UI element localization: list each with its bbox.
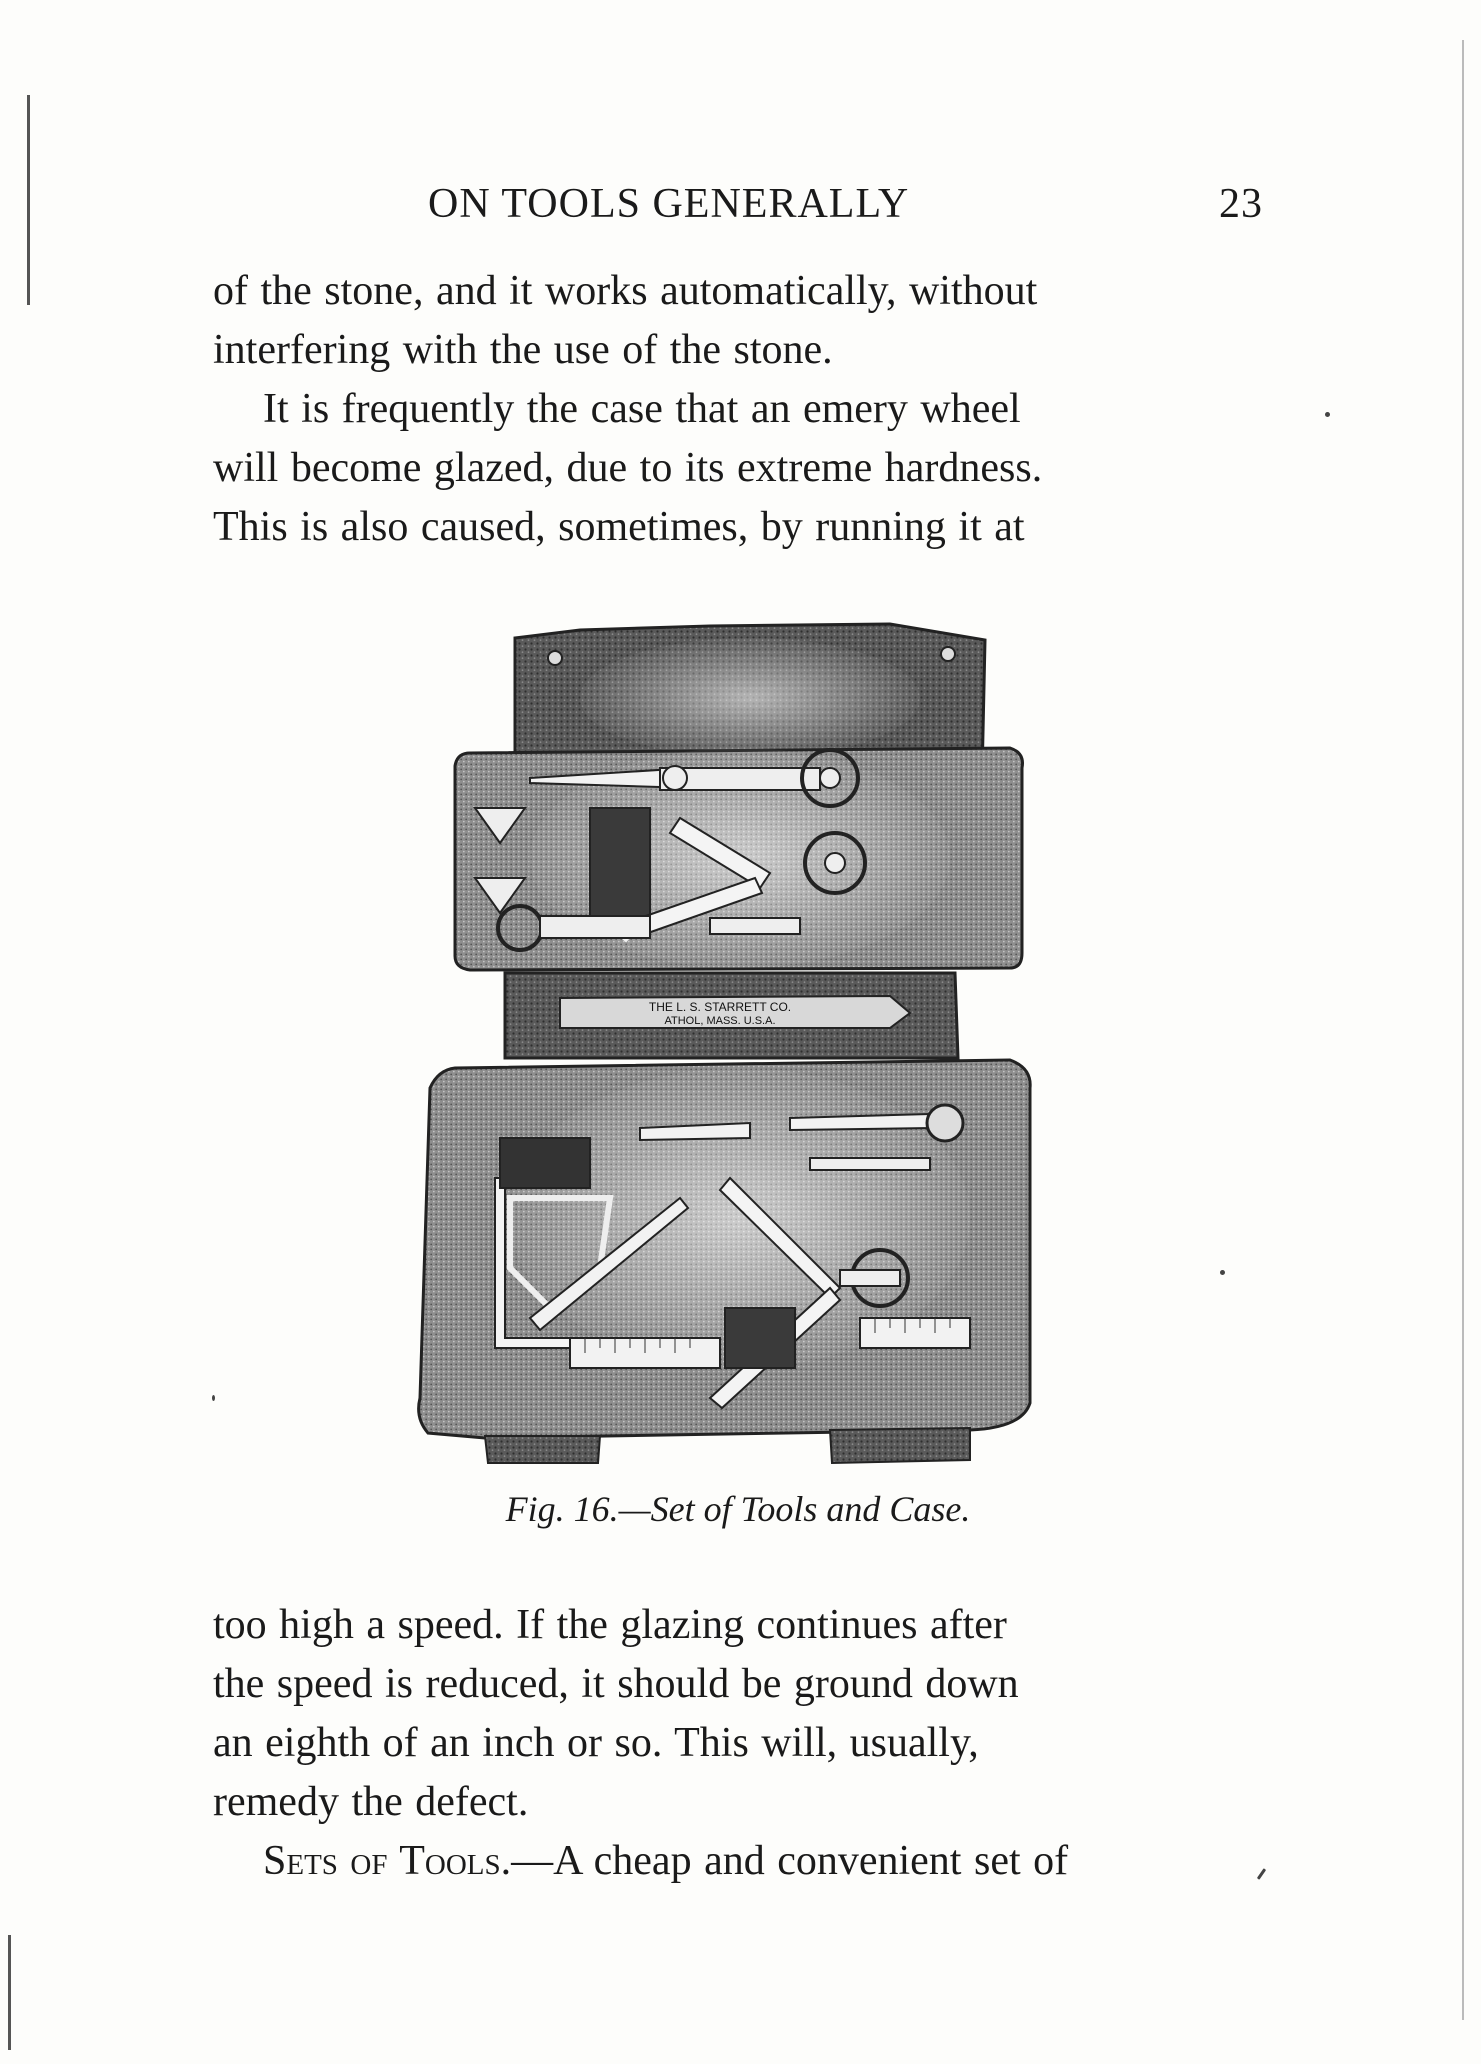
text-line: the speed is reduced, it should be ground down [213,1661,1019,1707]
text-line: This is also caused, sometimes, by running it at [213,504,1025,550]
case-bottom-tab [485,1436,600,1463]
section-heading: Sets of Tools. [263,1838,512,1884]
scriber-lower [790,1114,932,1130]
running-title: ON TOOLS GENERALLY [428,181,910,227]
ruler-block [590,808,650,928]
text-line [213,1832,1263,1891]
scan-edge-right [1462,40,1464,2020]
engraved-label-line1: THE L. S. STARRETT CO. [648,1000,792,1014]
stray-mark [1220,1270,1225,1275]
stray-mark [1325,412,1330,417]
scan-edge-left-bottom [8,1935,11,2050]
paragraph-speed [213,1596,1263,1832]
text-line: interfering with the use of the stone. [213,327,833,373]
case-bottom-tab [830,1428,970,1463]
text-line-content: —A cheap and convenient set of [511,1838,1069,1884]
snap-button [941,647,955,661]
text-line [213,380,1263,439]
steel-rule [860,1318,970,1348]
tool-case-illustration [410,618,1050,1466]
text-line: too high a speed. If the glazing continues after [213,1602,1007,1648]
block-dark [500,1138,590,1188]
paragraph-sets-of-tools [213,1832,1263,1891]
paragraph-continuation [213,262,1263,380]
engraved-label-line2: ATHOL, MASS. U.S.A. [664,1015,776,1027]
stray-mark [212,1395,215,1401]
snap-button [548,651,562,665]
text-line: of the stone, and it works automatically, without [213,268,1038,314]
text-line: remedy the defect. [213,1779,529,1825]
running-header [213,180,1263,240]
ruler-block [725,1308,795,1368]
paragraph-glazing [213,380,1263,557]
text-line: will become glazed, due to its extreme hardness. [213,445,1043,491]
page-number: 23 [1219,181,1263,227]
scan-edge-left-top [27,95,30,305]
text-line: an eighth of an inch or so. This will, usually, [213,1720,979,1766]
text-line-content: It is frequently the case that an emery wheel [263,386,1021,432]
figure-caption: Fig. 16.—Set of Tools and Case. [505,1489,971,1529]
